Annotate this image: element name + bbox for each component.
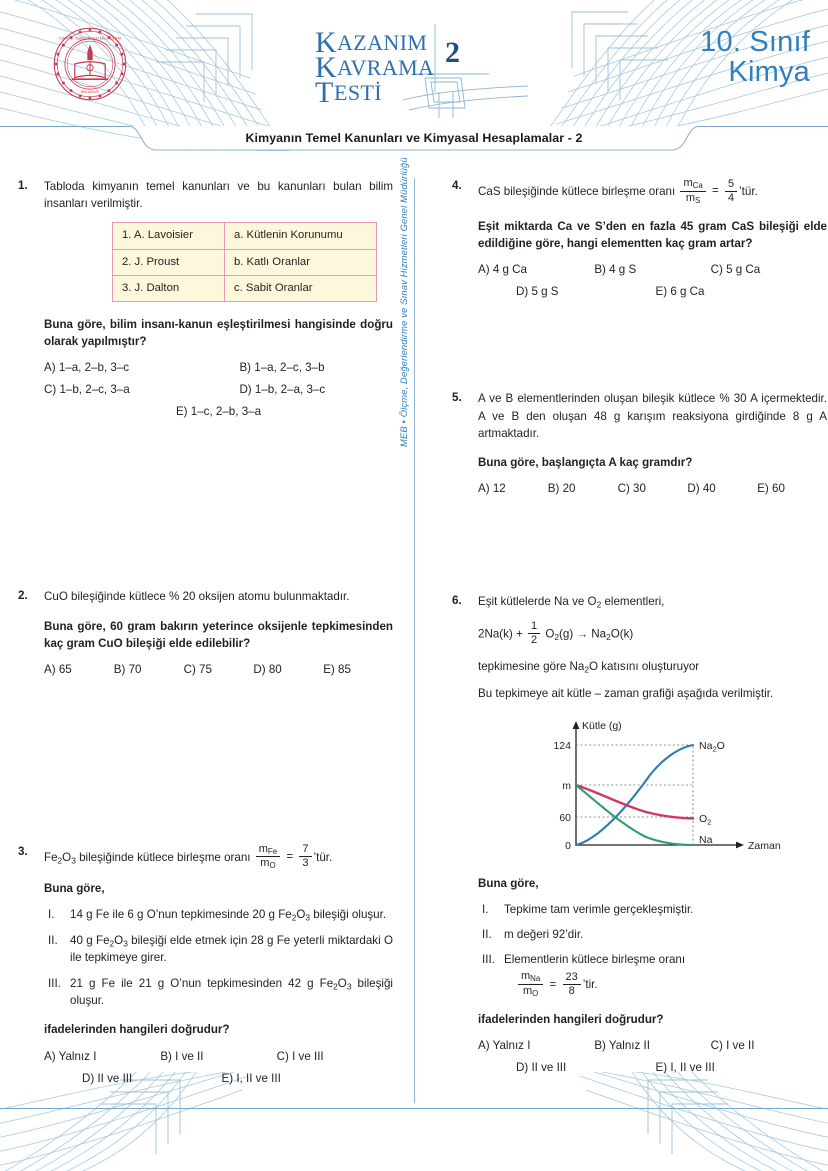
- question-6-ask: ifadelerinden hangileri doğrudur?: [478, 1013, 664, 1027]
- option-5-a[interactable]: A) 12: [478, 482, 506, 496]
- roman-text-iii: 21 g Fe ile 21 g O’nun tepkimesinden 42 g $Fe_2O_3$ bileşiği oluşur.: [70, 976, 393, 1008]
- option-4-d[interactable]: D) 5 g S: [516, 285, 559, 299]
- q6-value-numerator: 23: [565, 970, 578, 983]
- q6-line3-b: O katısını oluşturuyor: [588, 659, 700, 673]
- q3-mass-ratio: [256, 843, 280, 871]
- question-4-stem: [478, 178, 827, 206]
- question-1-ask: Buna göre, bilim insanı-kanun eşleştirilmesi hangisinde doğru olarak yapılmıştır?: [44, 318, 393, 349]
- question-4: [452, 178, 827, 298]
- q4-equals-sign: =: [711, 184, 719, 198]
- q3-formula: $Fe_2O_3$: [44, 850, 76, 866]
- option-2-a[interactable]: A) 65: [44, 662, 72, 676]
- q6-eq-part-d: O(k): [610, 627, 634, 641]
- q6-line3-a: tepkimesine göre Na: [478, 659, 585, 673]
- q6-ratio-value: [563, 971, 581, 998]
- option-1-e[interactable]: E) 1–c, 2–b, 3–a: [175, 405, 262, 419]
- question-5: [452, 390, 827, 495]
- right-column: [452, 178, 827, 1074]
- q6-value-denominator: 8: [563, 984, 581, 998]
- q3-ratio-numerator: $m_{Fe}$: [258, 842, 278, 857]
- question-4-options: [478, 263, 827, 298]
- chart-ytick-m: m: [562, 779, 571, 792]
- option-2-d[interactable]: D) 80: [253, 662, 282, 676]
- list-item: [478, 926, 827, 943]
- question-6-lead: Buna göre,: [478, 876, 539, 890]
- grade-label: 10. Sınıf: [700, 26, 810, 58]
- question-3-stem: [44, 844, 393, 872]
- q6-roman-label-ii: II.: [482, 927, 492, 941]
- table-cell-scientist: 1. A. Lavoisier: [113, 223, 225, 249]
- question-5-options: [478, 482, 827, 495]
- table-cell-scientist: 2. J. Proust: [113, 249, 225, 275]
- q6-eq-part-a: 2Na(k) +: [478, 627, 526, 641]
- question-1-stem: Tabloda kimyanın temel kanunları ve bu kanunları bulan bilim insanları verilmiştir.: [44, 180, 393, 211]
- roman-text-ii: 40 g $Fe_2O_3$ bileşiği elde etmek için 28 g Fe yeterli miktardaki O ile tepkimeye girer.: [70, 933, 393, 965]
- svg-text:2: 2: [445, 36, 460, 69]
- chart-x-axis-label: Zaman: [748, 839, 781, 852]
- option-3-e[interactable]: E) I, II ve III: [221, 1071, 281, 1085]
- question-3-lead: Buna göre,: [44, 881, 105, 895]
- decorative-corner-bottom-left: [0, 1072, 292, 1171]
- q6-ratio-suffix: ’tir.: [582, 978, 598, 992]
- q3-equals-sign: =: [286, 850, 294, 864]
- chart-y-axis-label: Kütle (g): [582, 719, 622, 732]
- list-item: [44, 932, 393, 967]
- q4-mass-ratio: [680, 177, 705, 205]
- chart-series-label-na2o: $Na_2O$: [699, 739, 725, 754]
- decorative-corner-bottom-right: [536, 1072, 828, 1171]
- q6-eq-part-b: O: [545, 627, 555, 641]
- q6-mass-ratio: [518, 970, 543, 998]
- question-6: [452, 593, 827, 1074]
- meb-logo-icon: [52, 26, 128, 102]
- question-4-ask: Eşit miktarda Ca ve S’den en fazla 45 gram CaS bileşiği elde edildiğine göre, hangi elementten kaç gram artar?: [478, 220, 827, 251]
- option-4-c[interactable]: C) 5 g Ca: [710, 263, 761, 277]
- question-6-stem-line4: Bu tepkimeye ait kütle – zaman grafiği aşağıda verilmiştir.: [478, 687, 774, 701]
- svg-text:BAKANLIĞI: BAKANLIĞI: [80, 89, 100, 94]
- question-3-roman-list: [44, 906, 393, 1009]
- q6-equals-sign: =: [549, 977, 557, 991]
- kazanim-kavrama-testi-logo: [313, 22, 528, 118]
- option-6-e[interactable]: E) I, II ve III: [655, 1061, 715, 1075]
- question-6-stem-line3: [478, 658, 827, 676]
- q6-eq-b-sub: 2: [554, 631, 560, 642]
- roman-label-i: I.: [48, 908, 55, 922]
- column-divider: [414, 178, 415, 1103]
- q4-stem-suffix: ’tür.: [739, 185, 758, 199]
- option-2-e[interactable]: E) 85: [323, 662, 351, 676]
- q3-stem-text: bileşiğinde kütlece birleşme oranı: [79, 850, 251, 864]
- svg-text:TÜRKİYE CUMHURİYETİ MİLLÎ EĞİT: TÜRKİYE CUMHURİYETİ MİLLÎ EĞİTİM: [58, 36, 122, 41]
- table-row: [113, 249, 377, 275]
- page-header: [0, 0, 828, 128]
- chart-ytick-124: 124: [553, 739, 571, 752]
- chart-ytick-0: 0: [565, 839, 571, 852]
- footer-divider-rule: [0, 1108, 828, 1109]
- question-6-equation: [478, 621, 827, 648]
- question-3-ask: ifadelerinden hangileri doğrudur?: [44, 1023, 230, 1037]
- q4-ratio-numerator: $m_{Ca}$: [683, 177, 703, 191]
- q4-stem-text: CaS bileşiğinde kütlece birleşme oranı: [478, 185, 676, 199]
- q6-roman-text-ii: m değeri 92’dir.: [504, 927, 584, 941]
- roman-ii-part-a: 40 g: [70, 933, 96, 947]
- list-item: [44, 906, 393, 924]
- question-6-options: [478, 1039, 827, 1074]
- grade-subject-block: [700, 28, 810, 87]
- question-6-stem-line1: [478, 593, 827, 611]
- question-4-number: 4.: [452, 179, 462, 192]
- question-1: [18, 178, 393, 418]
- question-1-options: [44, 361, 393, 418]
- topic-banner-title: Kimyanın Temel Kanunları ve Kimyasal Hesaplamalar - 2: [245, 131, 583, 145]
- q6-half-denominator: 2: [528, 633, 540, 647]
- option-6-a[interactable]: A) Yalnız I: [478, 1039, 531, 1053]
- question-2: [18, 588, 393, 675]
- table-cell-law: b. Katlı Oranlar: [225, 249, 377, 275]
- q6-roman-text-iii: [504, 951, 827, 999]
- q3-ratio-denominator: $m_O$: [256, 856, 280, 871]
- option-4-e[interactable]: E) 6 g Ca: [655, 285, 705, 299]
- option-2-c[interactable]: C) 75: [183, 662, 212, 676]
- q4-value-numerator: 5: [727, 177, 735, 190]
- q6-ratio-denominator: $m_O$: [518, 984, 543, 999]
- question-2-number: 2.: [18, 589, 28, 603]
- q6-roman-iii-lead: Elementlerin kütlece birleşme oranı: [504, 952, 686, 966]
- question-5-ask: Buna göre, başlangıçta A kaç gramdır?: [478, 455, 693, 469]
- question-3-number: 3.: [18, 844, 28, 858]
- q3-value-denominator: 3: [299, 856, 311, 870]
- left-column: [18, 178, 393, 1085]
- option-3-a[interactable]: A) Yalnız I: [44, 1049, 97, 1063]
- option-4-a[interactable]: A) 4 g Ca: [478, 263, 527, 277]
- roman-label-ii: II.: [48, 933, 58, 947]
- option-3-d[interactable]: D) II ve III: [82, 1071, 133, 1085]
- roman-i-part-b: bileşiği oluşur.: [310, 908, 387, 922]
- q4-value-denominator: 4: [725, 191, 737, 205]
- svg-text:ESTİ: ESTİ: [334, 80, 383, 105]
- option-1-c[interactable]: C) 1–b, 2–c, 3–a: [44, 383, 130, 397]
- roman-iii-part-b: bileşiği oluşur.: [70, 976, 393, 1008]
- option-1-a[interactable]: A) 1–a, 2–b, 3–c: [44, 361, 130, 375]
- question-3: [18, 844, 393, 1085]
- chart-series-label-na: Na: [699, 833, 713, 846]
- q6-half-numerator: 1: [531, 619, 538, 632]
- table-row: [113, 275, 377, 301]
- option-6-d[interactable]: D) II ve III: [516, 1061, 567, 1075]
- svg-text:AZANIM: AZANIM: [337, 30, 428, 55]
- table-cell-law: c. Sabit Oranlar: [225, 275, 377, 301]
- question-3-options: [44, 1050, 393, 1085]
- option-4-b[interactable]: B) 4 g S: [594, 263, 637, 277]
- q6-line1-b: elementleri,: [601, 595, 665, 609]
- option-5-e[interactable]: E) 60: [757, 482, 785, 496]
- chart-series-label-o2: $O_2$: [699, 812, 712, 827]
- question-1-number: 1.: [18, 179, 28, 192]
- list-item: [478, 901, 827, 918]
- option-5-b[interactable]: B) 20: [547, 482, 576, 496]
- option-6-c[interactable]: C) I ve II: [710, 1039, 755, 1053]
- svg-text:K: K: [315, 26, 337, 59]
- q6-roman-label-i: I.: [482, 902, 489, 916]
- q3-ratio-value: [299, 843, 311, 870]
- q6-line1-a: Eşit kütlelerde Na ve O: [478, 595, 597, 609]
- option-1-d[interactable]: D) 1–b, 2–a, 3–c: [239, 383, 326, 397]
- question-2-options: [44, 663, 393, 676]
- svg-text:K: K: [315, 51, 337, 84]
- q6-ratio-numerator: $m_{Na}$: [521, 970, 541, 984]
- option-5-d[interactable]: D) 40: [687, 482, 716, 496]
- question-5-stem: A ve B elementlerinden oluşan bileşik kütlece % 30 A içermektedir. A ve B den oluşan 48 g karışım reaksiyona girdiğinde 8 g A artmaktadır.: [478, 392, 827, 440]
- roman-ii-part-b: bileşiği elde etmek için 28 g Fe yeterli miktardaki O ile tepkimeye girer.: [70, 933, 393, 965]
- q4-ratio-denominator: $m_S$: [680, 191, 705, 206]
- spine-credit-text: MEB • Ölçme, Değerlendirme ve Sınav Hizmetleri Genel Müdürlüğü: [398, 157, 409, 447]
- option-1-b[interactable]: B) 1–a, 2–c, 3–b: [239, 361, 325, 375]
- list-item: [44, 975, 393, 1010]
- svg-text:T: T: [315, 76, 333, 109]
- option-2-b[interactable]: B) 70: [113, 662, 142, 676]
- option-6-b[interactable]: B) Yalnız II: [594, 1039, 650, 1053]
- question-6-roman-list: [478, 901, 827, 1000]
- q6-eq-c-sub: 2: [606, 631, 611, 642]
- roman-i-part-a: 14 g Fe ile 6 g O’nun tepkimesinde 20 g: [70, 908, 279, 922]
- question-5-number: 5.: [452, 391, 462, 405]
- q6-coefficient-half: [528, 620, 540, 647]
- roman-text-i: 14 g Fe ile 6 g O’nun tepkimesinde 20 g $Fe_2O_3$ bileşiği oluşur.: [70, 908, 387, 923]
- table-cell-law: a. Kütlenin Korunumu: [225, 223, 377, 249]
- mass-time-chart: [538, 713, 788, 865]
- q6-line3-sub: 2: [584, 663, 589, 674]
- q3-stem-suffix: ’tür.: [313, 850, 333, 864]
- svg-text:AVRAMA: AVRAMA: [337, 55, 435, 80]
- q3-value-numerator: 7: [302, 843, 309, 856]
- q4-ratio-value: [725, 178, 737, 205]
- question-6-number: 6.: [452, 594, 462, 608]
- roman-label-iii: III.: [48, 976, 61, 990]
- option-3-b[interactable]: B) I ve II: [160, 1049, 204, 1063]
- table-row: [113, 223, 377, 249]
- subject-label: Kimya: [728, 55, 810, 88]
- q6-line1-sub: 2: [596, 599, 602, 610]
- question-2-ask: Buna göre, 60 gram bakırın yeterince oksijenle tepkimesinden kaç gram CuO bileşiği elde edilebilir?: [44, 619, 393, 650]
- question-1-table: [112, 222, 377, 302]
- q6-eq-part-c: (g) → Na: [559, 627, 607, 641]
- list-item: [478, 951, 827, 999]
- q6-roman-label-iii: III.: [482, 952, 495, 966]
- question-2-stem: CuO bileşiğinde kütlece % 20 oksijen atomu bulunmaktadır.: [44, 590, 350, 604]
- option-3-c[interactable]: C) I ve III: [276, 1049, 324, 1063]
- option-5-c[interactable]: C) 30: [617, 482, 646, 496]
- roman-iii-part-a: 21 g Fe ile 21 g O’nun tepkimesinden 42 g: [70, 976, 320, 990]
- table-cell-scientist: 3. J. Dalton: [113, 275, 225, 301]
- chart-ytick-60: 60: [559, 811, 571, 824]
- q6-roman-text-i: Tepkime tam verimle gerçekleşmiştir.: [504, 902, 694, 916]
